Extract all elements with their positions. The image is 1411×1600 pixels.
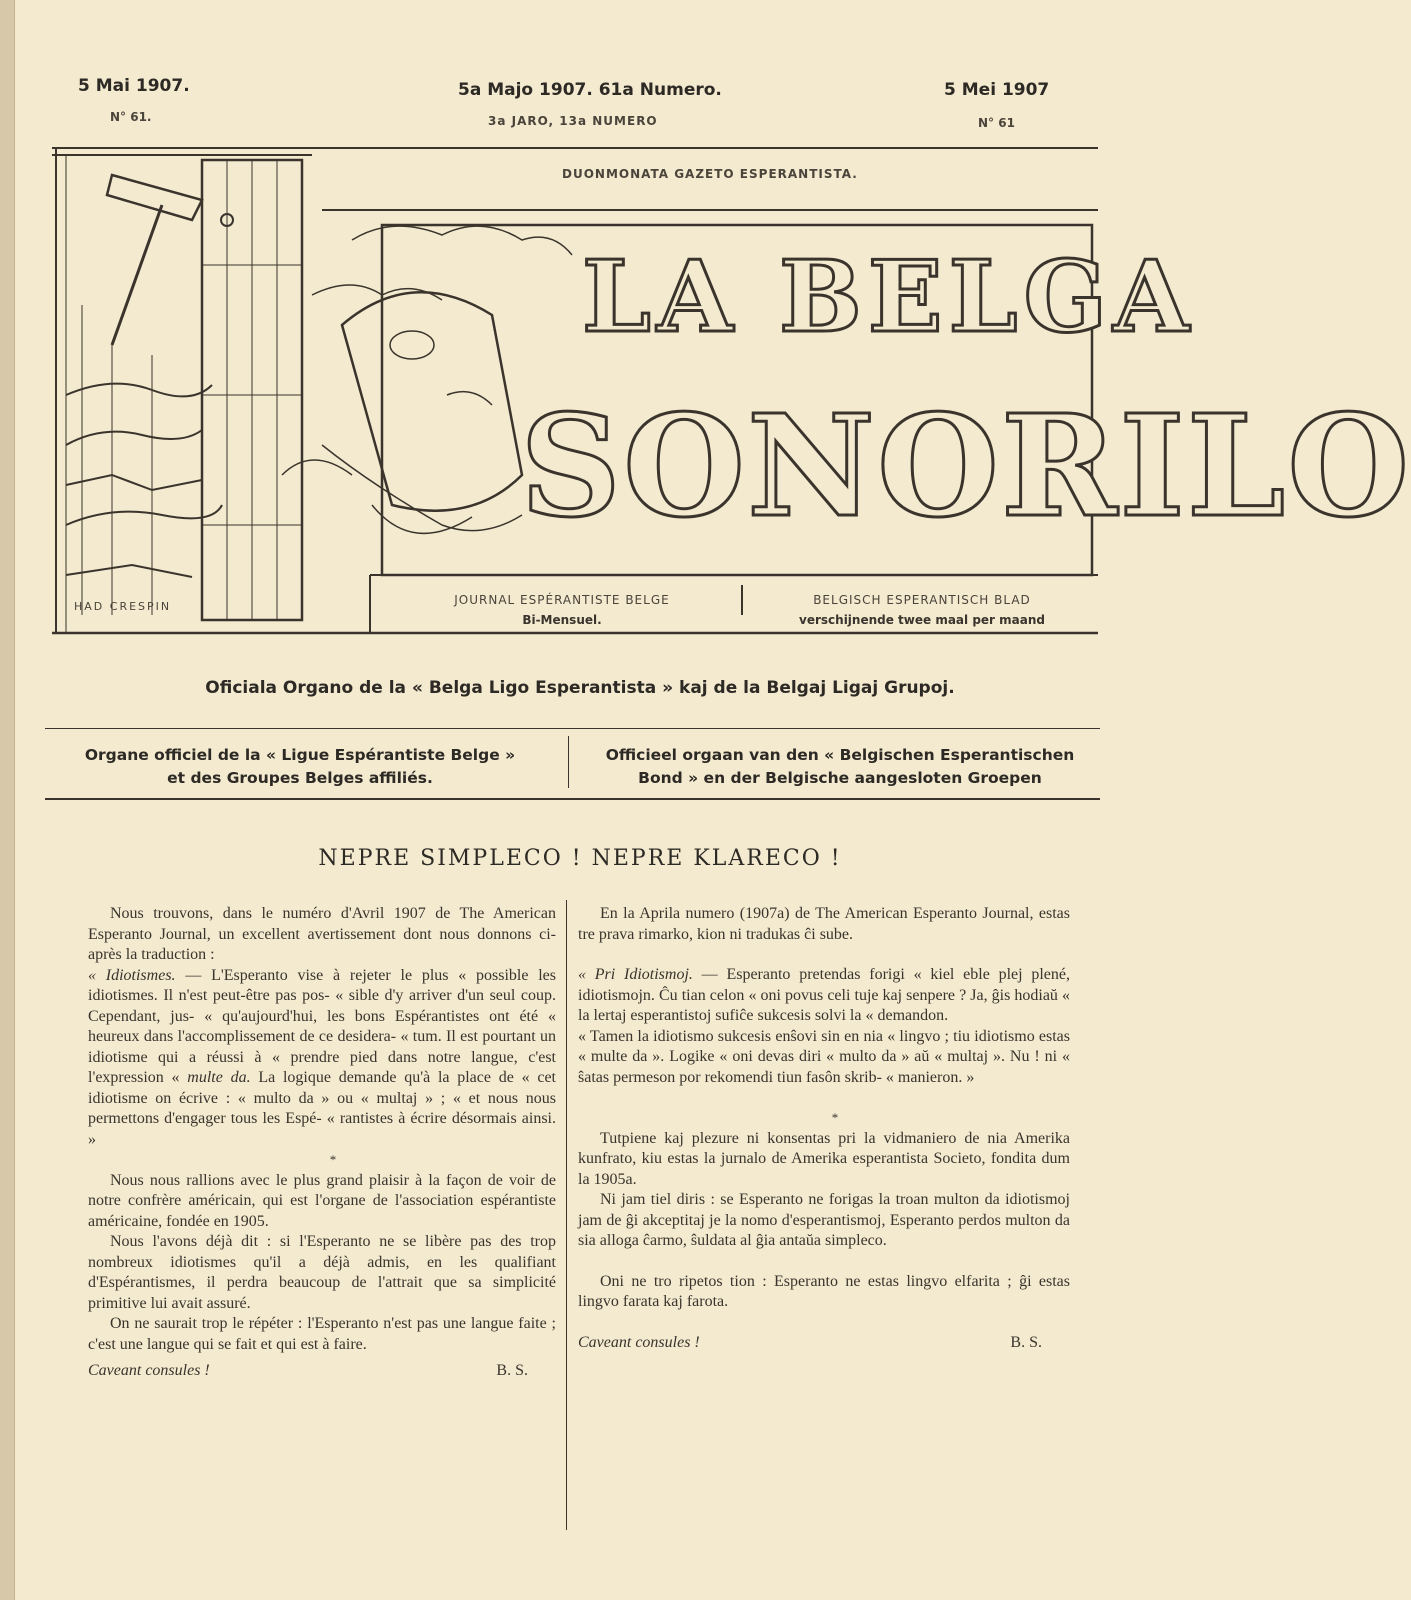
fr-paragraph-2: Nous nous rallions avec le plus grand plaisir à la façon de voir de notre confrère américain, qui est l'organe de l'association espérantiste américaine, fondée en 1905. — [88, 1171, 556, 1230]
masthead-left-freq: Bi-Mensuel. — [522, 613, 602, 627]
eo-quote-1 — [578, 965, 1070, 1027]
fr-quote-part2: La logique demande qu'à la place de « cet idiotisme on écrive : « multo da » ou « multaj » ; « et nous nous permettons d'engager tous les Espé- « rantistes à écrire désormais ainsi. » — [88, 1069, 557, 1148]
rule-top — [45, 728, 1100, 729]
eo-paragraph-2: Tutpiene kaj plezure ni konsentas pri la vidmaniero de nia Amerika kunfrato, kiu estas la jurnalo de Amerika esperantista Societo, fondita dum la 1905a. — [578, 1129, 1070, 1188]
fr-signoff — [88, 1361, 556, 1382]
organ-dutch — [580, 744, 1100, 790]
eo-paragraph-1: En la Aprila numero (1907a) de The American Esperanto Journal, estas tre prava rimarko, kion ni tradukas ĉi sube. — [578, 905, 1070, 943]
column-divider — [566, 900, 567, 1530]
article-column-french — [88, 904, 556, 1382]
header-center-volume: 3a JARO, 13a NUMERO — [488, 114, 658, 128]
fr-paragraph-3: Nous l'avons déjà dit : si l'Esperanto ne se libère pas des trop nombreux idiotismes qu'il a déjà admis, en les qualifiant d'Espérantismes, il perdra beaucoup de l'attrait que sa simplicité primitive lui avait assuré. — [88, 1233, 556, 1312]
header-center-date: 5a Majo 1907. 61a Numero. — [458, 80, 722, 100]
masthead-title-line1: LA BELGA — [582, 240, 1196, 355]
masthead-right-sub: BELGISCH ESPERANTISCH BLAD — [813, 593, 1031, 607]
fr-paragraph-4: On ne saurait trop le répéter : l'Esperanto n'est pas une langue faite ; c'est une langue qui se fait et qui est à faire. — [88, 1315, 556, 1353]
fr-quote-italic: multe da. — [179, 1069, 251, 1086]
organ-divider — [568, 736, 569, 788]
eo-quote-2: « Tamen la idiotismo sukcesis enŝovi sin en nia « lingvo ; tiu idiotismo estas « multe da ». Logike « oni devas diri « multo da » aŭ « multaj ». Nu ! ni « ŝatas permeson por rekomendi tiun fasôn skrib- « manieron. » — [578, 1027, 1070, 1086]
eo-paragraph-4: Oni ne tro ripetos tion : Esperanto ne estas lingvo elfarita ; ĝi estas lingvo farata kaj farota. — [578, 1272, 1070, 1310]
header-left-number: N° 61. — [110, 110, 152, 124]
fr-quote-part1: — L'Esperanto vise à rejeter le plus « possible les idiotismes. Il n'est peut-être pas pos- « sible d'y arriver d'un seul coup. Cependant, jus- « qu'aujourd'hui, les bons Espérantistes ont été « heureux dans l'accomplissement de ce desidera- « tum. Il est pourtant un idiotisme qui a réussi à « prendre pied dans notre langue, c'est l'expression « — [88, 966, 556, 1086]
masthead-left-sub: JOURNAL ESPÉRANTISTE BELGE — [454, 593, 670, 607]
organ-french-line2: et des Groupes Belges affiliés. — [167, 769, 433, 787]
article-title: NEPRE SIMPLECO ! NEPRE KLARECO ! — [318, 846, 842, 871]
fr-signature: B. S. — [496, 1362, 528, 1379]
organ-dutch-line1: Officieel orgaan van den « Belgischen Esperantischen — [605, 746, 1075, 764]
fr-quote — [88, 966, 556, 1151]
eo-paragraph-3: Ni jam tiel diris : se Esperanto ne forigas la troan multon da idiotismoj jam de ĝi akceptitaj je la nomo d'esperantismoj, Esperanto perdos multon da sia alloga ĉarmo, ŝuldata al ĝia antaŭa simpleco. — [578, 1191, 1070, 1249]
rule-bottom — [45, 798, 1100, 800]
eo-caveant: Caveant consules ! — [578, 1333, 700, 1351]
masthead-title-line2: SONORILO — [520, 385, 1411, 549]
header-right-date: 5 Mei 1907 — [944, 80, 1050, 100]
masthead-right-freq: verschijnende twee maal per maand — [799, 613, 1045, 627]
eo-signature: B. S. — [1010, 1333, 1042, 1351]
masthead-kicker: DUONMONATA GAZETO ESPERANTISTA. — [562, 167, 858, 181]
official-organ-line: Oficiala Organo de la « Belga Ligo Esperantista » kaj de la Belgaj Ligaj Grupoj. — [205, 678, 955, 698]
header-right-number: N° 61 — [978, 116, 1015, 130]
article-column-esperanto — [578, 904, 1070, 1353]
artist-signature: HAD CRESPIN — [74, 600, 172, 613]
organ-french-line1: Organe officiel de la « Ligue Espérantiste Belge » — [84, 746, 516, 764]
organ-dutch-line2: Bond » en der Belgische aangesloten Groepen — [638, 769, 1042, 787]
eo-signoff — [578, 1333, 1070, 1354]
fr-paragraph-1: Nous trouvons, dans le numéro d'Avril 1907 de The American Esperanto Journal, un excellent avertissement dont nous donnons ci-après la traduction : — [88, 905, 556, 963]
fr-quote-title: « Idiotismes. — [88, 966, 176, 984]
organ-french — [40, 744, 560, 790]
fr-asterism: * — [329, 1152, 337, 1167]
fr-caveant: Caveant consules ! — [88, 1362, 210, 1379]
header-left-date: 5 Mai 1907. — [78, 76, 190, 96]
eo-asterism: * — [831, 1110, 839, 1125]
eo-quote-part1: — Esperanto pretendas forigi « kiel eble plej plené, idiotismojn. Ĉu tian celon « oni povus celi tuje kaj senpere ? Ja, ĝis hodiaŭ « la lertaj esperantistoj sufiĉe sukcesis solvi la « demandon. — [578, 966, 1070, 1024]
eo-quote-title: « Pri Idiotismoj. — [578, 966, 693, 983]
